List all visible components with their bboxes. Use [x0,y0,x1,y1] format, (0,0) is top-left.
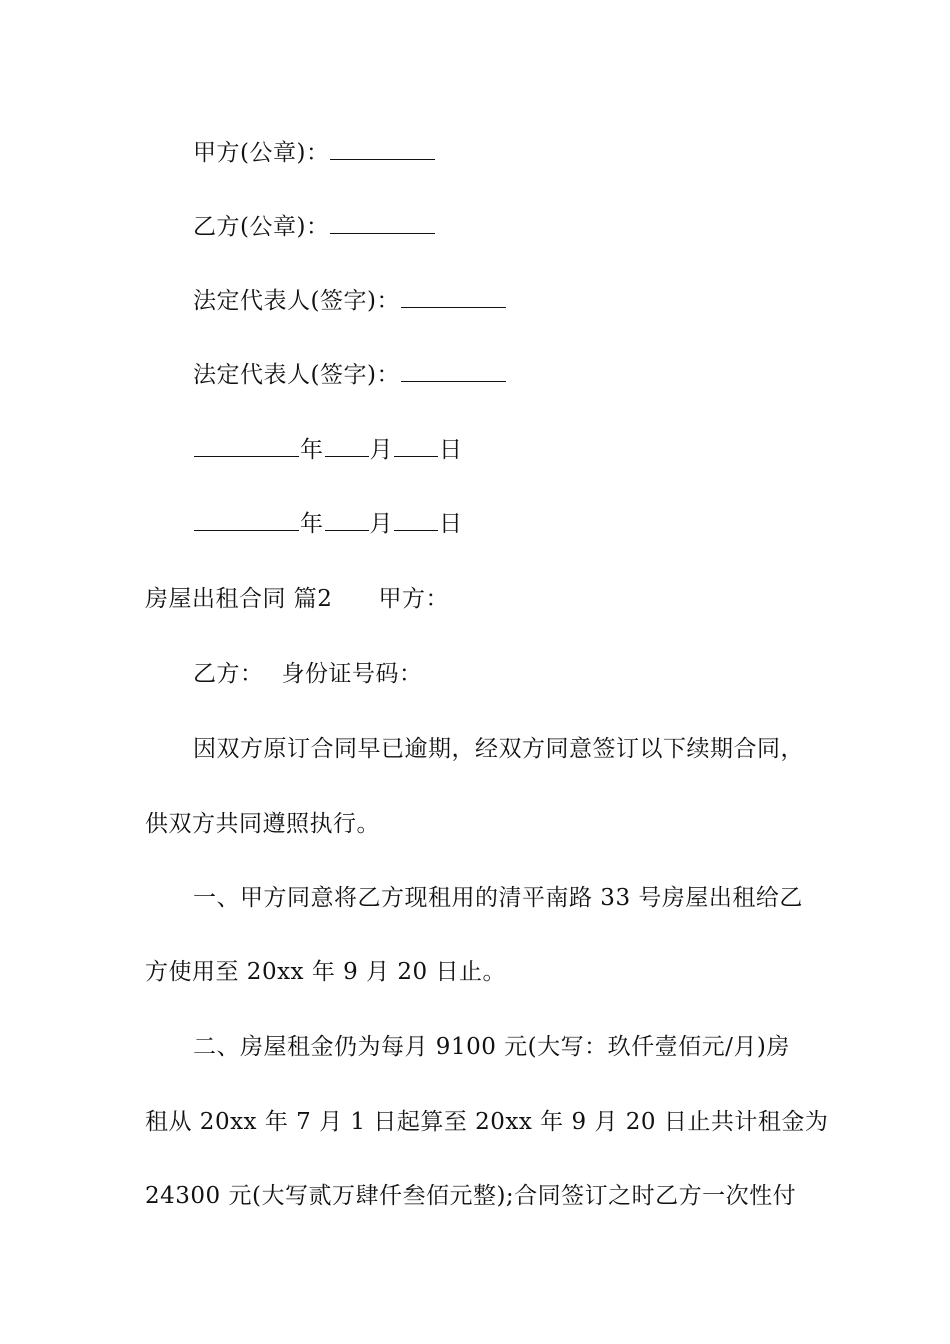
day-label: 日 [439,511,463,537]
paragraph-text: 方使用至 20xx 年 9 月 20 日止。 [145,959,506,985]
paragraph-two-line-2 [145,1102,835,1142]
party-a-label: 甲方： [378,586,449,612]
party-b-seal-line [193,207,835,247]
month-label: 月 [369,437,393,463]
party-b-label: 乙方： [193,661,264,687]
party-a-seal-label: 甲方(公章)： [193,140,330,166]
legal-rep-a-line [193,281,835,321]
day-label: 日 [439,437,463,463]
legal-rep-b-label: 法定代表人(签字)： [193,362,400,388]
paragraph-text: 供双方共同遵照执行。 [145,811,380,837]
month-label: 月 [369,511,393,537]
section-heading-line [145,579,835,619]
year-blank [194,509,299,531]
month-blank [325,435,369,457]
party-b-id-line [193,654,835,694]
paragraph-text: 租从 20xx 年 7 月 1 日起算至 20xx 年 9 月 20 日止共计租金为 [145,1109,829,1135]
paragraph-two-line-3 [145,1176,835,1216]
month-blank [325,509,369,531]
year-blank [194,435,299,457]
paragraph-one-line-2 [145,952,835,992]
year-label: 年 [300,437,324,463]
party-a-seal-line [193,133,835,173]
paragraph-intro-line-1 [193,729,835,769]
paragraph-text: 一、甲方同意将乙方现租用的清平南路 33 号房屋出租给乙 [193,885,803,911]
paragraph-intro-line-2 [145,804,835,844]
section-heading: 房屋出租合同 篇2 [145,586,333,612]
party-b-seal-blank [330,212,435,234]
legal-rep-a-label: 法定代表人(签字)： [193,288,400,314]
year-label: 年 [300,511,324,537]
party-b-seal-label: 乙方(公章)： [193,214,330,240]
date-line-b [193,504,835,544]
day-blank [394,509,438,531]
legal-rep-b-line [193,355,835,395]
party-a-seal-blank [330,138,435,160]
legal-rep-a-blank [401,286,506,308]
paragraph-one-line-1 [193,878,835,918]
paragraph-text: 24300 元(大写贰万肆仟叁佰元整);合同签订之时乙方一次性付 [145,1183,797,1209]
legal-rep-b-blank [401,360,506,382]
date-line-a [193,430,835,470]
paragraph-text: 因双方原订合同早已逾期，经双方同意签订以下续期合同， [193,736,804,762]
paragraph-two-line-1 [193,1027,835,1067]
paragraph-text: 二、房屋租金仍为每月 9100 元(大写：玖仟壹佰元/月)房 [193,1034,790,1060]
id-number-label: 身份证号码： [281,661,423,687]
day-blank [394,435,438,457]
